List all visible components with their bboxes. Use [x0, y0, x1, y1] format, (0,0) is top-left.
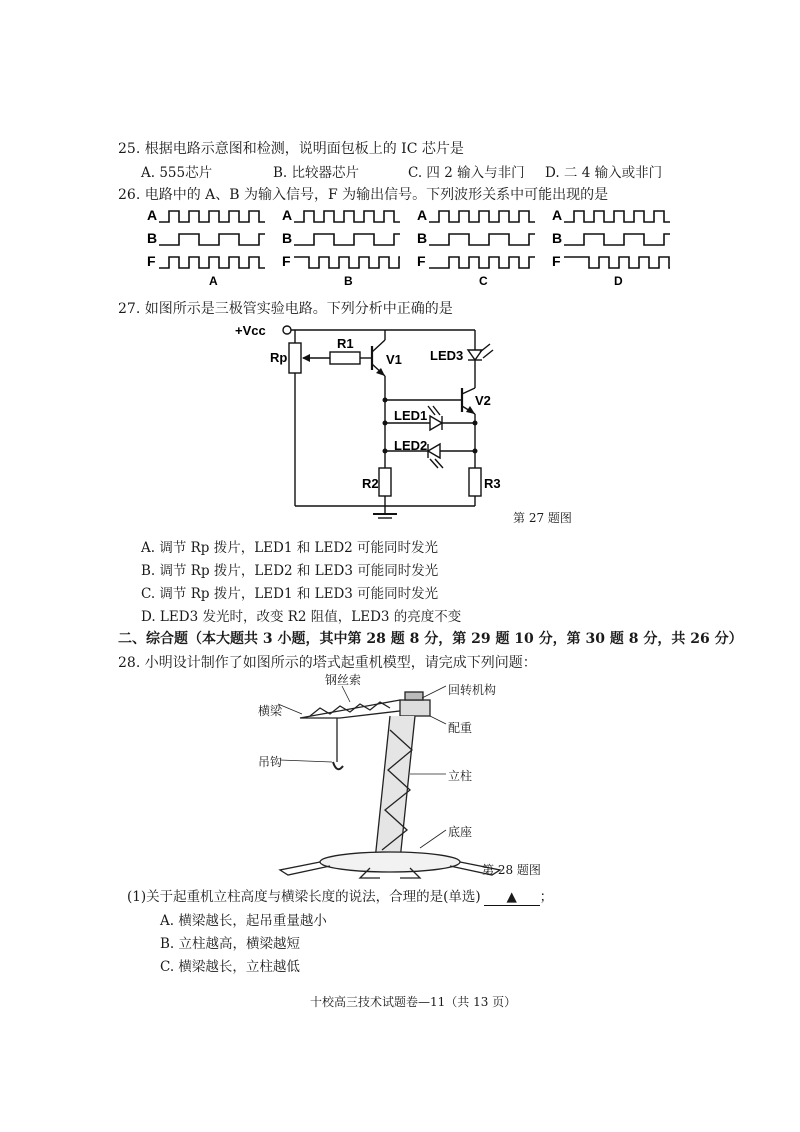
q27-stem: 27. 如图所示是三极管实验电路。下列分析中正确的是: [118, 301, 453, 317]
wave-signal-label: A: [417, 207, 428, 223]
waveform-trace: [159, 234, 265, 245]
q27-figure-caption: 第 27 题图: [513, 511, 572, 525]
waveform-trace: [564, 211, 670, 222]
waveform-trace: [564, 234, 670, 245]
wave-signal-label: A: [552, 207, 563, 223]
label-base: 底座: [448, 825, 473, 839]
answer-mark: ▲: [506, 889, 517, 905]
waveform-trace: [429, 234, 535, 245]
waveform-trace: [294, 211, 400, 222]
wave-signal-label: A: [147, 207, 158, 223]
q26-waveform-figure: [0, 205, 800, 295]
v2-label: V2: [475, 393, 491, 408]
led2-diode: [428, 444, 440, 458]
label-beam: 横梁: [258, 704, 283, 718]
wave-panel-label: B: [344, 274, 353, 288]
q28-figure-caption: 第 28 题图: [482, 863, 541, 877]
q25-option-c: C. 四 2 输入与非门: [408, 165, 525, 181]
wave-signal-label: F: [147, 253, 156, 269]
rp-resistor: [289, 343, 301, 373]
q25-stem: 25. 根据电路示意图和检测，说明面包板上的 IC 芯片是: [118, 141, 464, 157]
q27-option-b: B. 调节 Rp 拨片，LED2 和 LED3 可能同时发光: [141, 563, 439, 579]
page-footer: 十校高三技术试题卷—11（共 13 页）: [310, 995, 517, 1009]
crane-slewing-unit: [400, 700, 430, 716]
wave-signal-label: B: [552, 230, 563, 246]
q28-stem: 28. 小明设计制作了如图所示的塔式起重机模型，请完成下列问题：: [118, 655, 537, 671]
q25-option-b: B. 比较器芯片: [273, 165, 360, 181]
section-2-title: 二、综合题（本大题共 3 小题，其中第 28 题 8 分，第 29 题 10 分，第 30 题 8 分，共 26 分）: [118, 631, 743, 647]
q26-stem: 26. 电路中的 A、B 为输入信号，F 为输出信号。下列波形关系中可能出现的是: [118, 187, 609, 203]
r2-resistor: [379, 468, 391, 496]
label-counterweight: 配重: [448, 721, 473, 735]
label-slewing: 回转机构: [448, 683, 497, 697]
q28-sub1-tail: ；: [539, 889, 554, 905]
r1-label: R1: [337, 336, 354, 351]
q28-option-c: C. 横梁越长，立柱越低: [160, 959, 300, 975]
q28-sub1-stem: [127, 885, 553, 906]
q28-option-b: B. 立柱越高，横梁越短: [160, 936, 301, 952]
led3-label: LED3: [430, 348, 464, 363]
r3-label: R3: [484, 476, 501, 491]
q25-option-d: D. 二 4 输入或非门: [545, 165, 663, 181]
wave-signal-label: B: [417, 230, 428, 246]
vcc-terminal: [283, 326, 291, 334]
wave-signal-label: A: [282, 207, 293, 223]
wave-panel-label: D: [614, 274, 623, 288]
waveform-trace: [429, 257, 535, 268]
led1-diode: [430, 416, 442, 430]
v1-label: V1: [386, 352, 402, 367]
q25-option-a: A. 555芯片: [141, 165, 213, 181]
label-steel-cable: 钢丝索: [325, 673, 362, 687]
label-column: 立柱: [448, 769, 473, 783]
waveform-trace: [294, 234, 400, 245]
q28-option-a: A. 横梁越长，起吊重量越小: [160, 913, 327, 929]
crane-base: [320, 852, 460, 872]
waveform-trace: [159, 257, 265, 268]
vcc-label: +Vcc: [235, 323, 266, 338]
wave-signal-label: F: [417, 253, 426, 269]
q28-sub1-text: (1)关于起重机立柱高度与横梁长度的说法，合理的是(单选): [127, 889, 481, 905]
q27-option-d: D. LED3 发光时，改变 R2 阻值，LED3 的亮度不变: [141, 609, 462, 625]
led2-label: LED2: [394, 438, 428, 453]
crane-column: [375, 716, 415, 860]
wave-panel-label: A: [209, 274, 218, 288]
waveform-trace: [159, 211, 265, 222]
waveform-trace: [564, 257, 670, 268]
rp-label: Rp: [270, 350, 288, 365]
answer-blank: [484, 889, 540, 906]
wave-signal-label: F: [282, 253, 291, 269]
waveform-trace: [294, 257, 400, 268]
r3-resistor: [469, 468, 481, 496]
wave-signal-label: B: [147, 230, 158, 246]
q27-option-a: A. 调节 Rp 拨片，LED1 和 LED2 可能同时发光: [141, 540, 439, 556]
r1-resistor: [330, 352, 360, 364]
q27-circuit-diagram: [230, 318, 530, 528]
q28-crane-figure: [240, 670, 560, 880]
wave-signal-label: B: [282, 230, 293, 246]
wave-signal-label: F: [552, 253, 561, 269]
led1-label: LED1: [394, 408, 428, 423]
q27-option-c: C. 调节 Rp 拨片，LED1 和 LED3 可能同时发光: [141, 586, 439, 602]
waveform-trace: [429, 211, 535, 222]
label-hook: 吊钩: [258, 755, 283, 769]
r2-label: R2: [362, 476, 379, 491]
wave-panel-label: C: [479, 274, 488, 288]
